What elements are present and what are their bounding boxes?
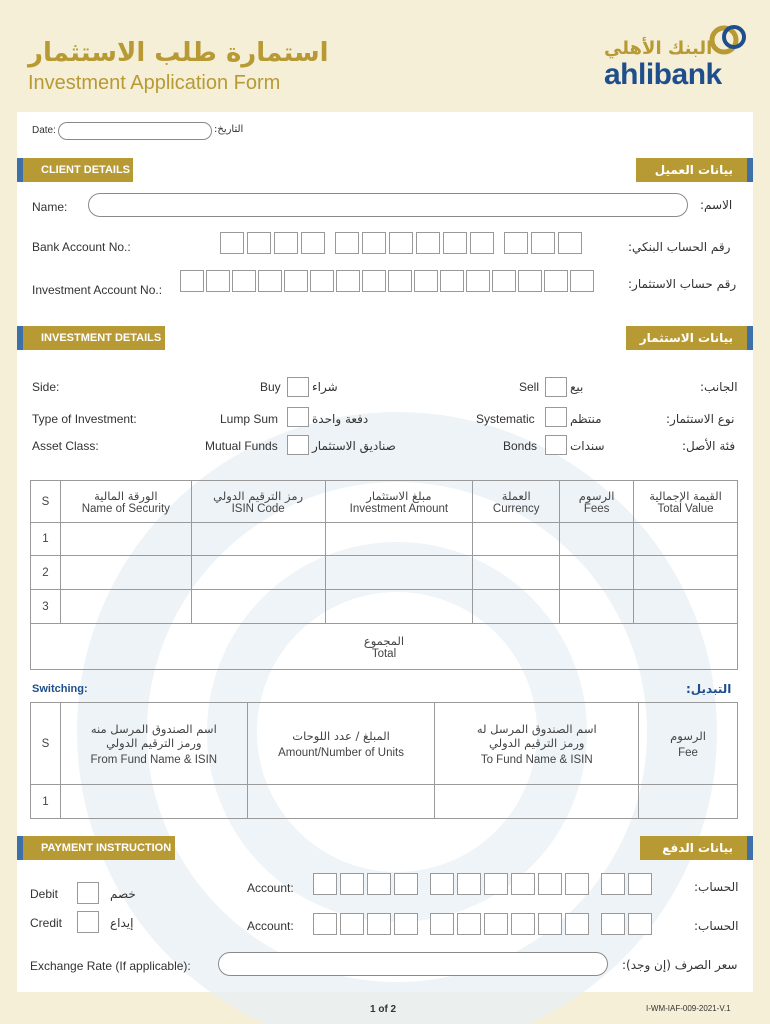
table-row: 3 xyxy=(31,590,738,624)
payment-instruction-header-arabic: بيانات الدفع xyxy=(640,836,753,860)
page-number: 1 of 2 xyxy=(370,1004,397,1015)
credit-account-field[interactable] xyxy=(313,913,652,935)
bank-account-field[interactable] xyxy=(220,232,582,254)
sell-label-arabic: بيع xyxy=(570,380,584,394)
payment-instruction-header: PAYMENT INSTRUCTION xyxy=(17,836,175,860)
systematic-checkbox[interactable] xyxy=(545,407,567,427)
sell-label: Sell xyxy=(519,380,540,394)
bank-logo-arabic: البنك الأهلي xyxy=(604,38,713,59)
credit-label-arabic: إيداع xyxy=(110,916,134,930)
debit-account-field[interactable] xyxy=(313,873,652,895)
side-label: Side: xyxy=(32,380,60,394)
date-label-arabic: التاريخ: xyxy=(214,124,244,135)
name-field[interactable] xyxy=(88,193,688,217)
exchange-rate-label: Exchange Rate (If applicable): xyxy=(30,959,191,973)
investment-account-field[interactable] xyxy=(180,270,594,292)
lump-sum-checkbox[interactable] xyxy=(287,407,309,427)
form-title: Investment Application Form xyxy=(28,72,281,94)
asset-class-label: Asset Class: xyxy=(32,439,99,453)
mutual-funds-label: Mutual Funds xyxy=(205,439,278,453)
debit-account-label: Account: xyxy=(247,881,294,895)
col-isin: رمز الترقيم الدولي ISIN Code xyxy=(191,481,325,523)
buy-label: Buy xyxy=(260,380,281,394)
col-currency: العملة Currency xyxy=(473,481,560,523)
table-row: 1 xyxy=(31,785,738,819)
debit-account-label-arabic: الحساب: xyxy=(694,880,739,894)
bank-logo-icon xyxy=(708,22,748,58)
exchange-rate-field[interactable] xyxy=(218,952,608,976)
date-field[interactable] xyxy=(58,122,212,140)
mutual-funds-label-arabic: صناديق الاستثمار xyxy=(312,439,396,453)
total-row: المجموع Total xyxy=(31,624,738,670)
date-label: Date: xyxy=(32,125,56,136)
switch-col-from: اسم الصندوق المرسل منه ورمز الترقيم الدولي From Fund Name & ISIN xyxy=(60,703,247,785)
bank-account-label-arabic: رقم الحساب البنكي: xyxy=(628,240,731,254)
client-details-header-arabic: بيانات العميل xyxy=(636,158,753,182)
col-total-value: القيمة الإجمالية Total Value xyxy=(634,481,738,523)
investment-account-label-arabic: رقم حساب الاستثمار: xyxy=(628,277,737,291)
bank-logo-text: ahlibank xyxy=(604,58,722,91)
switching-table xyxy=(30,702,738,819)
debit-label-arabic: خصم xyxy=(110,887,136,901)
lump-sum-label-arabic: دفعة واحدة xyxy=(312,412,369,426)
name-label: Name: xyxy=(32,200,68,214)
bonds-label: Bonds xyxy=(503,439,538,453)
switching-label: Switching: xyxy=(32,683,88,695)
investment-account-label: Investment Account No.: xyxy=(32,283,163,297)
investment-type-label-arabic: نوع الاستثمار: xyxy=(666,412,735,426)
exchange-rate-label-arabic: سعر الصرف (إن وجد): xyxy=(622,958,738,972)
investment-details-header-arabic: بيانات الاستثمار xyxy=(626,326,753,350)
systematic-label: Systematic xyxy=(476,412,535,426)
bonds-checkbox[interactable] xyxy=(545,435,567,455)
form-title-arabic: استمارة طلب الاستثمار xyxy=(28,38,329,68)
securities-table xyxy=(30,480,738,670)
buy-checkbox[interactable] xyxy=(287,377,309,397)
systematic-label-arabic: منتظم xyxy=(570,412,602,426)
mutual-funds-checkbox[interactable] xyxy=(287,435,309,455)
sell-checkbox[interactable] xyxy=(545,377,567,397)
switch-col-s: S xyxy=(31,703,61,785)
switch-col-amount: المبلغ / عدد اللوحات Amount/Number of Units xyxy=(247,703,435,785)
col-amount: مبلغ الاستثمار Investment Amount xyxy=(325,481,473,523)
switch-col-fee: الرسوم Fee xyxy=(639,703,738,785)
col-fees: الرسوم Fees xyxy=(560,481,634,523)
debit-checkbox[interactable] xyxy=(77,882,99,904)
table-row: 2 xyxy=(31,556,738,590)
form-code: I-WM-IAF-009-2021-V.1 xyxy=(646,1004,731,1013)
buy-label-arabic: شراء xyxy=(312,380,338,394)
side-label-arabic: الجانب: xyxy=(700,380,738,394)
bonds-label-arabic: سندات xyxy=(570,439,605,453)
asset-class-label-arabic: فئة الأصل: xyxy=(682,439,736,453)
debit-label: Debit xyxy=(30,887,59,901)
switching-label-arabic: التبديل: xyxy=(686,682,732,696)
credit-account-label: Account: xyxy=(247,919,294,933)
investment-type-label: Type of Investment: xyxy=(32,412,137,426)
investment-details-header: INVESTMENT DETAILS xyxy=(17,326,165,350)
name-label-arabic: الاسم: xyxy=(700,198,733,212)
col-s: S xyxy=(31,481,61,523)
lump-sum-label: Lump Sum xyxy=(220,412,279,426)
client-details-header: CLIENT DETAILS xyxy=(17,158,133,182)
credit-checkbox[interactable] xyxy=(77,911,99,933)
col-security: الورقة المالية Name of Security xyxy=(60,481,191,523)
credit-account-label-arabic: الحساب: xyxy=(694,919,739,933)
credit-label: Credit xyxy=(30,916,63,930)
table-row: 1 xyxy=(31,523,738,556)
bank-account-label: Bank Account No.: xyxy=(32,240,131,254)
switch-col-to: اسم الصندوق المرسل له ورمز الترقيم الدولي To Fund Name & ISIN xyxy=(435,703,639,785)
